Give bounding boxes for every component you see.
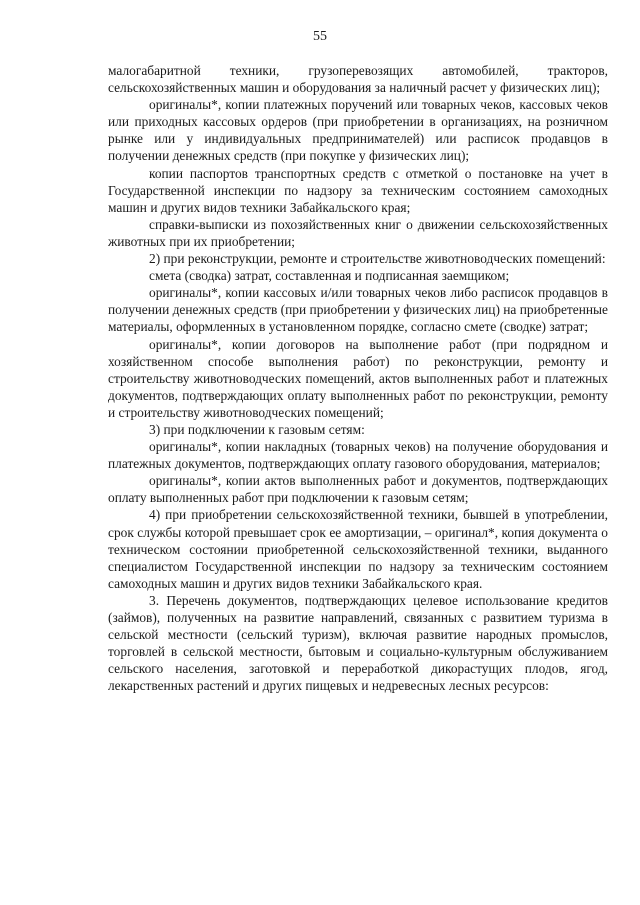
page-number: 55 [313, 29, 327, 44]
paragraph: оригиналы*, копии накладных (товарных чеков) на получение оборудования и платежных документов, подтверждающих оплату газового оборудования, материалов; [108, 439, 608, 472]
paragraph-continuation: малогабаритной техники, грузоперевозящих автомобилей, тракторов, сельскохозяйственных машин и оборудования за наличный расчет у физических лиц); [108, 63, 608, 96]
paragraph: справки-выписки из похозяйственных книг о движении сельскохозяйственных животных при их приобретении; [108, 216, 608, 249]
paragraph: оригиналы*, копии актов выполненных работ и документов, подтверждающих оплату выполненных работ при подключении к газовым сетям; [108, 473, 608, 506]
paragraph: оригиналы*, копии договоров на выполнение работ (при подрядном и хозяйственном способе выполнения работ) по реконструкции, ремонту и строительству животноводческих помещений, актов выполненных работ и платежных документов, подтверждающих оплату выполненных работ по реконструкции, ремонту и строительству животноводческих помещений; [108, 336, 608, 420]
paragraph: оригиналы*, копии платежных поручений или товарных чеков, кассовых чеков или приходных кассовых ордеров (при приобретении в организациях, на розничном рынке или у индивидуальных предпринимателей) или расписок продавцов в получении денежных средств (при покупке у физических лиц); [108, 97, 608, 164]
paragraph: 3) при подключении к газовым сетям: [149, 421, 365, 437]
paragraph: 2) при реконструкции, ремонте и строительстве животноводческих помещений: [149, 251, 606, 267]
paragraph: оригиналы*, копии кассовых и/или товарных чеков либо расписок продавцов в получении денежных средств (при приобретении у физических лиц) на приобретенные материалы, оформленных в установленном порядке, согласно смете (сводке) затрат; [108, 285, 608, 335]
document-body [108, 62, 608, 694]
paragraph: 4) при приобретении сельскохозяйственной техники, бывшей в употреблении, срок службы которой превышает срок ее амортизации, – оригинал*, копия документа о техническом состоянии приобретенной сельскохозяйственной техники, выданного специалистом Государственной инспекции по надзору за техническим состоянием самоходных машин и других видов техники Забайкальского края. [108, 507, 608, 591]
paragraph: смета (сводка) затрат, составленная и подписанная заемщиком; [149, 268, 510, 284]
paragraph: копии паспортов транспортных средств с отметкой о постановке на учет в Государственной инспекции по надзору за техническим состоянием самоходных машин и других видов техники Забайкальского края; [108, 165, 608, 215]
paragraph: 3. Перечень документов, подтверждающих целевое использование кредитов (займов), полученных на развитие направлений, связанных с развитием туризма в сельской местности (сельский туризм), включая развитие народных промыслов, торговлей в сельской местности, бытовым и социально-культурным обслуживанием сельского населения, заготовкой и переработкой дикорастущих плодов, ягод, лекарственных растений и других пищевых и недревесных лесных ресурсов: [108, 592, 608, 694]
